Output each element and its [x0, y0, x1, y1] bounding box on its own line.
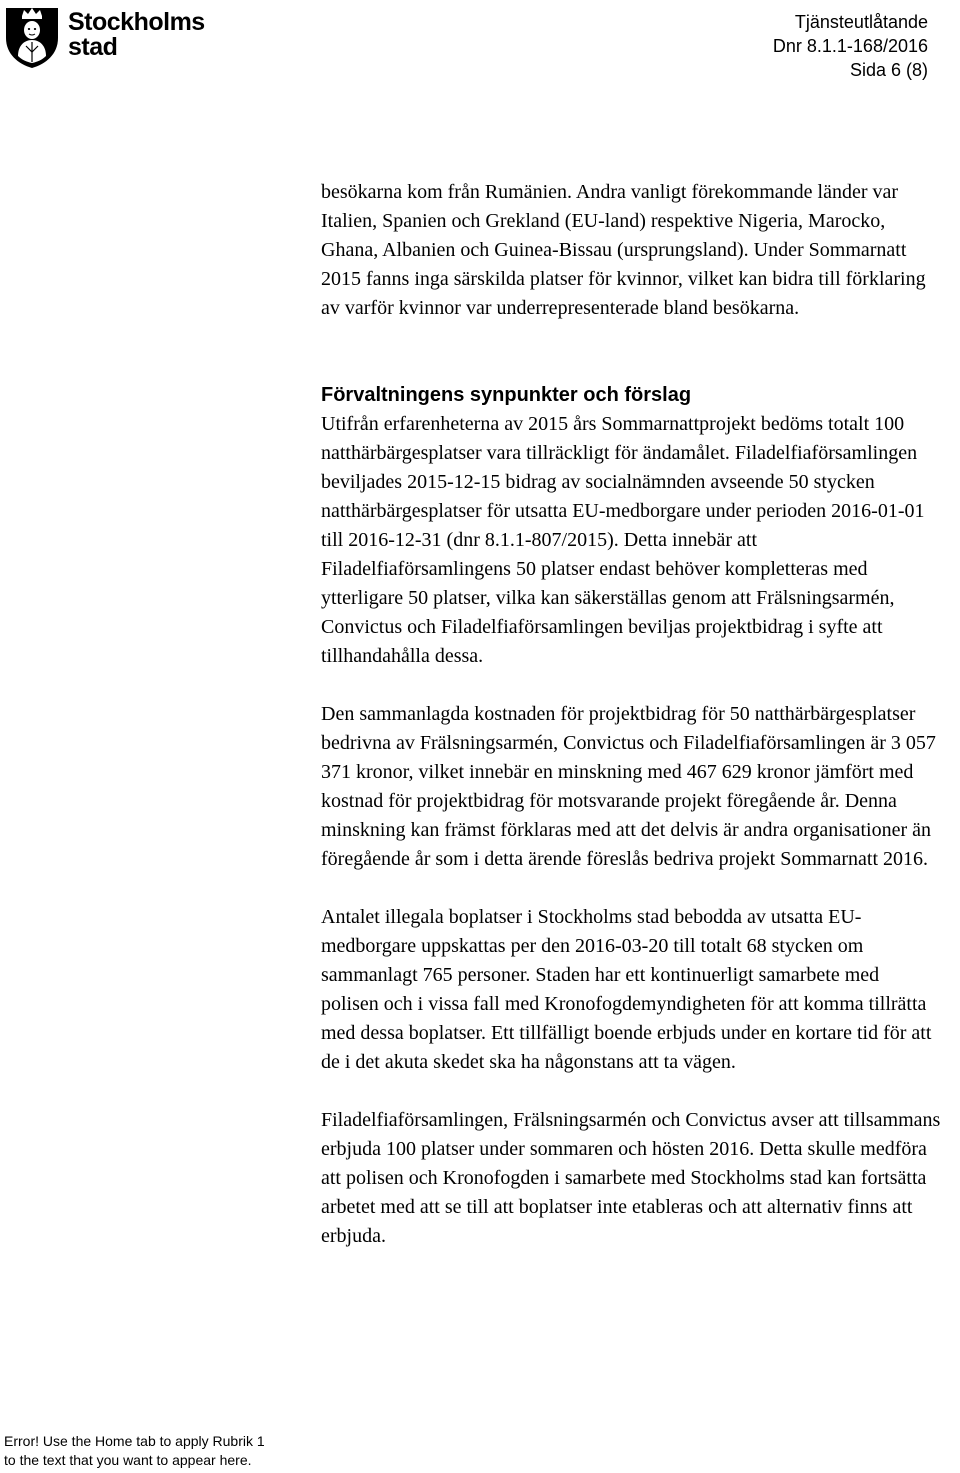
logo-text-line1: Stockholms: [68, 8, 205, 36]
paragraph-plan: Filadelfiaförsamlingen, Frälsningsarmén och Convictus avser att tillsammans erbjuda 100 platser under sommaren och hösten 2016. Detta skulle medföra att polisen och Kronofogden i samarbete med Stockholms stad kan fortsätta arbetet med att se till att boplatser inte etableras och att alternativ finns att erbjuda.: [321, 1109, 941, 1247]
logo-text-line2: stad: [68, 33, 118, 61]
paragraph-assessment: Utifrån erfarenheterna av 2015 års Sommarnattprojekt bedöms totalt 100 natthärbärgesplatser vara tillräckligt för ändamålet. Filadelfiaförsamlingen beviljades 2015-12-15 bidrag av socialnämnden avseende 50 stycken natthärbärgesplatser för utsatta EU-medborgare under perioden 2016-01-01 till 2016-12-31 (dnr 8.1.1-807/2015). Detta innebär att Filadelfiaförsamlingens 50 platser endast behöver kompletteras med ytterligare 50 platser, vilka kan säkerställas genom att Frälsningsarmén, Convictus och Filadelfiaförsamlingen beviljas projektbidrag i syfte att tillhandahålla dessa.: [321, 413, 925, 667]
document-footer: [4, 1432, 265, 1470]
footer-line-1: Error! Use the Home tab to apply Rubrik 1: [4, 1433, 265, 1449]
section-heading: Förvaltningens synpunkter och förslag: [321, 384, 692, 406]
spacer: [321, 323, 941, 352]
document-body: [321, 178, 941, 1280]
paragraph-camps: Antalet illegala boplatser i Stockholms stad bebodda av utsatta EU-medborgare uppskattas per den 2016-03-20 till totalt 68 stycken om sammanlagt 765 personer. Staden har ett kontinuerligt samarbete med polisen och i vissa fall med Kronofogdemyndigheten för att komma tillrätta med dessa boplatser. Ett tillfälligt boende erbjuds under en kortare tid för att de i det akuta skedet ska ha någonstans att ta vägen.: [321, 906, 932, 1073]
paragraph-intro: besökarna kom från Rumänien. Andra vanligt förekommande länder var Italien, Spanien och Grekland (EU-land) respektive Nigeria, Marocko, Ghana, Albanien och Guinea-Bissau (ursprungsland). Under Sommarnatt 2015 fanns inga särskilda platser för kvinnor, vilket kan bidra till förklaring av varför kvinnor var underrepresenterade bland besökarna.: [321, 181, 926, 319]
document-number: Dnr 8.1.1-168/2016: [772, 36, 928, 56]
footer-line-2: to the text that you want to appear here.: [4, 1452, 252, 1468]
paragraph-cost: Den sammanlagda kostnaden för projektbidrag för 50 natthärbärgesplatser bedrivna av Frälsningsarmén, Convictus och Filadelfiaförsamlingen är 3 057 371 kronor, vilket innebär en minskning med 467 629 kronor jämfört med kostnad för projektbidrag för motsvarande projekt föregående år. Denna minskning kan främst förklaras med att det delvis är andra organisationer än föregående år som i detta ärende föreslås bedriva projekt Sommarnatt 2016.: [321, 703, 936, 870]
document-type: Tjänsteutlåtande: [794, 12, 928, 32]
document-header-meta: [773, 10, 928, 82]
logo-wordmark: [68, 10, 205, 60]
page-number: Sida 6 (8): [849, 60, 928, 80]
spacer: [321, 352, 941, 381]
city-crest-icon: [4, 4, 60, 70]
stockholms-stad-logo: [4, 4, 205, 70]
